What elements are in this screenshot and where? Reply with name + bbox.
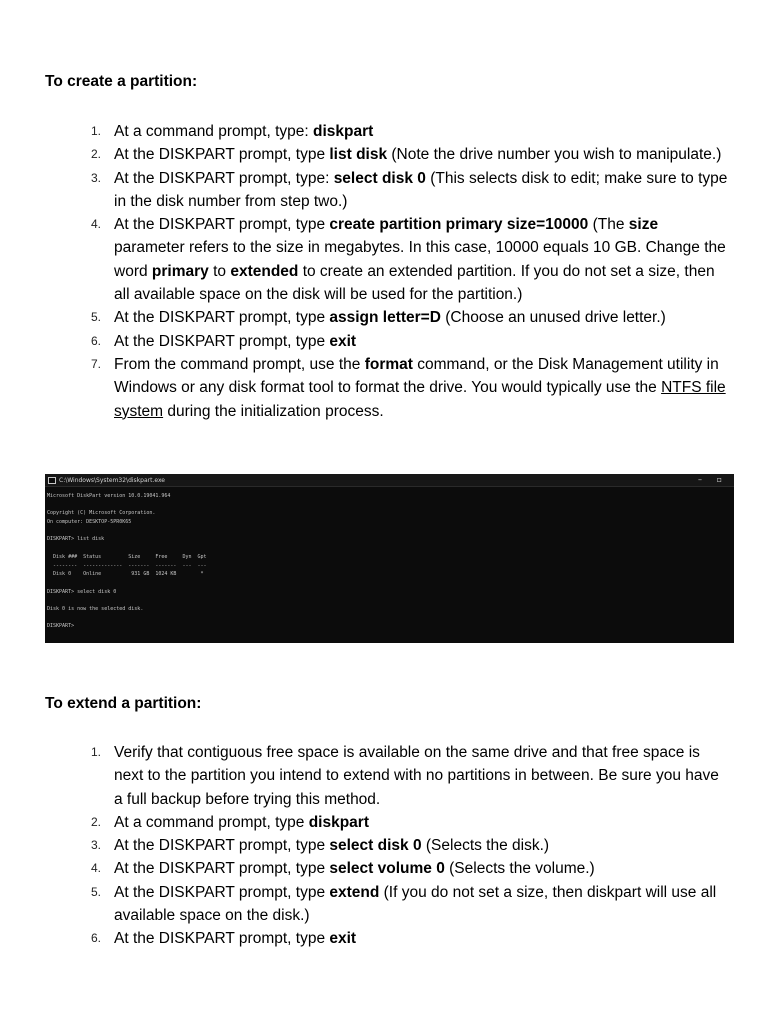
step-text: At the DISKPART prompt, type	[114, 216, 330, 234]
command-text: list disk	[329, 146, 388, 164]
step-text: At a command prompt, type:	[114, 123, 314, 140]
step-number: 4.	[91, 217, 102, 232]
create-partition-heading: To create a partition:	[45, 73, 198, 90]
step-item	[0, 834, 768, 857]
step-text: (The	[588, 216, 629, 234]
step-number: 7.	[91, 356, 102, 371]
step-number: 5.	[91, 310, 102, 325]
step-number: 2.	[91, 814, 102, 829]
step-item	[0, 927, 768, 950]
console-line	[47, 501, 207, 510]
console-line: DISKPART> select disk 0	[47, 588, 117, 595]
console-line	[47, 544, 207, 553]
command-text: extend	[329, 883, 380, 901]
step-item	[0, 213, 768, 306]
step-text: At the DISKPART prompt, type	[114, 146, 330, 164]
step-number: 1.	[91, 124, 102, 138]
step-item	[0, 167, 768, 214]
step-text: At the DISKPART prompt, type:	[114, 169, 334, 187]
step-item	[0, 330, 768, 353]
step-text: during the initialization process.	[163, 402, 384, 420]
console-line: Disk ### Status Size Free Dyn Gpt	[47, 553, 207, 560]
step-number: 5.	[91, 884, 102, 899]
step-text: (This selects disk to edit; make sure to type in the disk number from step two.)	[114, 169, 728, 210]
command-text: select disk 0	[333, 169, 426, 187]
console-line	[47, 579, 207, 588]
diskpart-console-screenshot	[45, 474, 734, 643]
console-titlebar	[45, 474, 734, 487]
step-text: From the command prompt, use the	[114, 355, 365, 373]
extend-partition-steps	[0, 741, 768, 951]
console-line: Disk 0 Online 931 GB 1024 KB *	[47, 571, 204, 578]
command-text: diskpart	[313, 123, 374, 140]
step-item	[0, 811, 768, 834]
step-text: (Note the drive number you wish to manipulate.)	[387, 146, 722, 164]
step-item	[0, 857, 768, 880]
console-app-icon	[48, 477, 56, 484]
step-text: parameter refers to the size in megabytes. In this case, 10000 equals 10 GB. Change the word	[114, 239, 726, 280]
console-line: DISKPART> list disk	[47, 536, 105, 543]
command-text: diskpart	[308, 813, 370, 831]
step-number: 3.	[91, 170, 102, 185]
step-item	[0, 353, 768, 423]
step-text: At the DISKPART prompt, type	[114, 930, 330, 948]
console-line: DISKPART>	[47, 623, 75, 630]
command-text: select volume 0	[329, 860, 445, 878]
minimize-icon: –	[698, 475, 702, 484]
step-text: At the DISKPART prompt, type	[114, 883, 330, 901]
console-line	[47, 527, 207, 536]
command-text: size	[628, 216, 659, 234]
command-text: select disk 0	[329, 837, 422, 855]
console-line	[47, 614, 207, 623]
console-output	[47, 492, 207, 631]
step-number: 3.	[91, 838, 102, 853]
step-number: 6.	[91, 333, 102, 348]
step-item	[0, 306, 768, 329]
step-text: (Selects the disk.)	[421, 837, 550, 855]
console-line: Disk 0 is now the selected disk.	[47, 606, 144, 613]
command-text: assign letter=D	[329, 309, 441, 327]
console-line: Microsoft DiskPart version 10.0.19041.964	[47, 493, 171, 499]
step-text: At the DISKPART prompt, type	[114, 837, 330, 855]
step-text: to	[208, 262, 231, 280]
console-line	[47, 596, 207, 605]
step-item	[0, 881, 768, 928]
step-text: command, or the Disk Management utility in Windows or any disk format tool to format the drive. You would typically use the	[114, 355, 719, 397]
step-number: 4.	[91, 861, 102, 876]
console-line: -------- ------------- ------- ------- --- ---	[47, 562, 207, 569]
console-title: C:\Windows\System32\diskpart.exe	[59, 476, 165, 484]
step-item	[0, 120, 768, 143]
command-text: extended	[230, 262, 299, 280]
console-line: Copyright (C) Microsoft Corporation.	[47, 510, 156, 517]
console-line: On computer: DESKTOP-5PR0K65	[47, 519, 132, 526]
command-text: exit	[329, 332, 357, 350]
step-number: 2.	[91, 147, 102, 162]
command-text: create partition primary size=10000	[329, 216, 589, 234]
command-text: primary	[151, 262, 209, 280]
command-text: format	[364, 355, 413, 373]
command-text: exit	[329, 930, 357, 948]
step-text: (If you do not set a size, then diskpart will use all available space on the disk.)	[114, 883, 717, 925]
step-text: to create an extended partition. If you do not set a size, then all available space on the disk will be used for the partition.)	[114, 262, 715, 304]
step-text: (Selects the volume.)	[444, 860, 595, 878]
create-partition-steps	[0, 120, 768, 423]
step-number: 6.	[91, 931, 102, 946]
maximize-icon: ▫	[716, 475, 722, 484]
step-text: At the DISKPART prompt, type	[114, 309, 330, 327]
step-item	[0, 741, 768, 811]
step-number: 1.	[91, 745, 102, 759]
step-text: Verify that contiguous free space is available on the same drive and that free space is next to the partition you intend to extend with no partitions in between. Be sure you have a full backup before trying this method.	[114, 744, 719, 808]
step-text: At a command prompt, type	[114, 813, 309, 831]
ntfs-link[interactable]: NTFS file system	[114, 379, 726, 420]
step-text: At the DISKPART prompt, type	[114, 332, 330, 350]
step-item	[0, 143, 768, 166]
step-text: At the DISKPART prompt, type	[114, 860, 330, 878]
step-text: (Choose an unused drive letter.)	[440, 309, 666, 327]
extend-partition-heading: To extend a partition:	[45, 695, 202, 712]
